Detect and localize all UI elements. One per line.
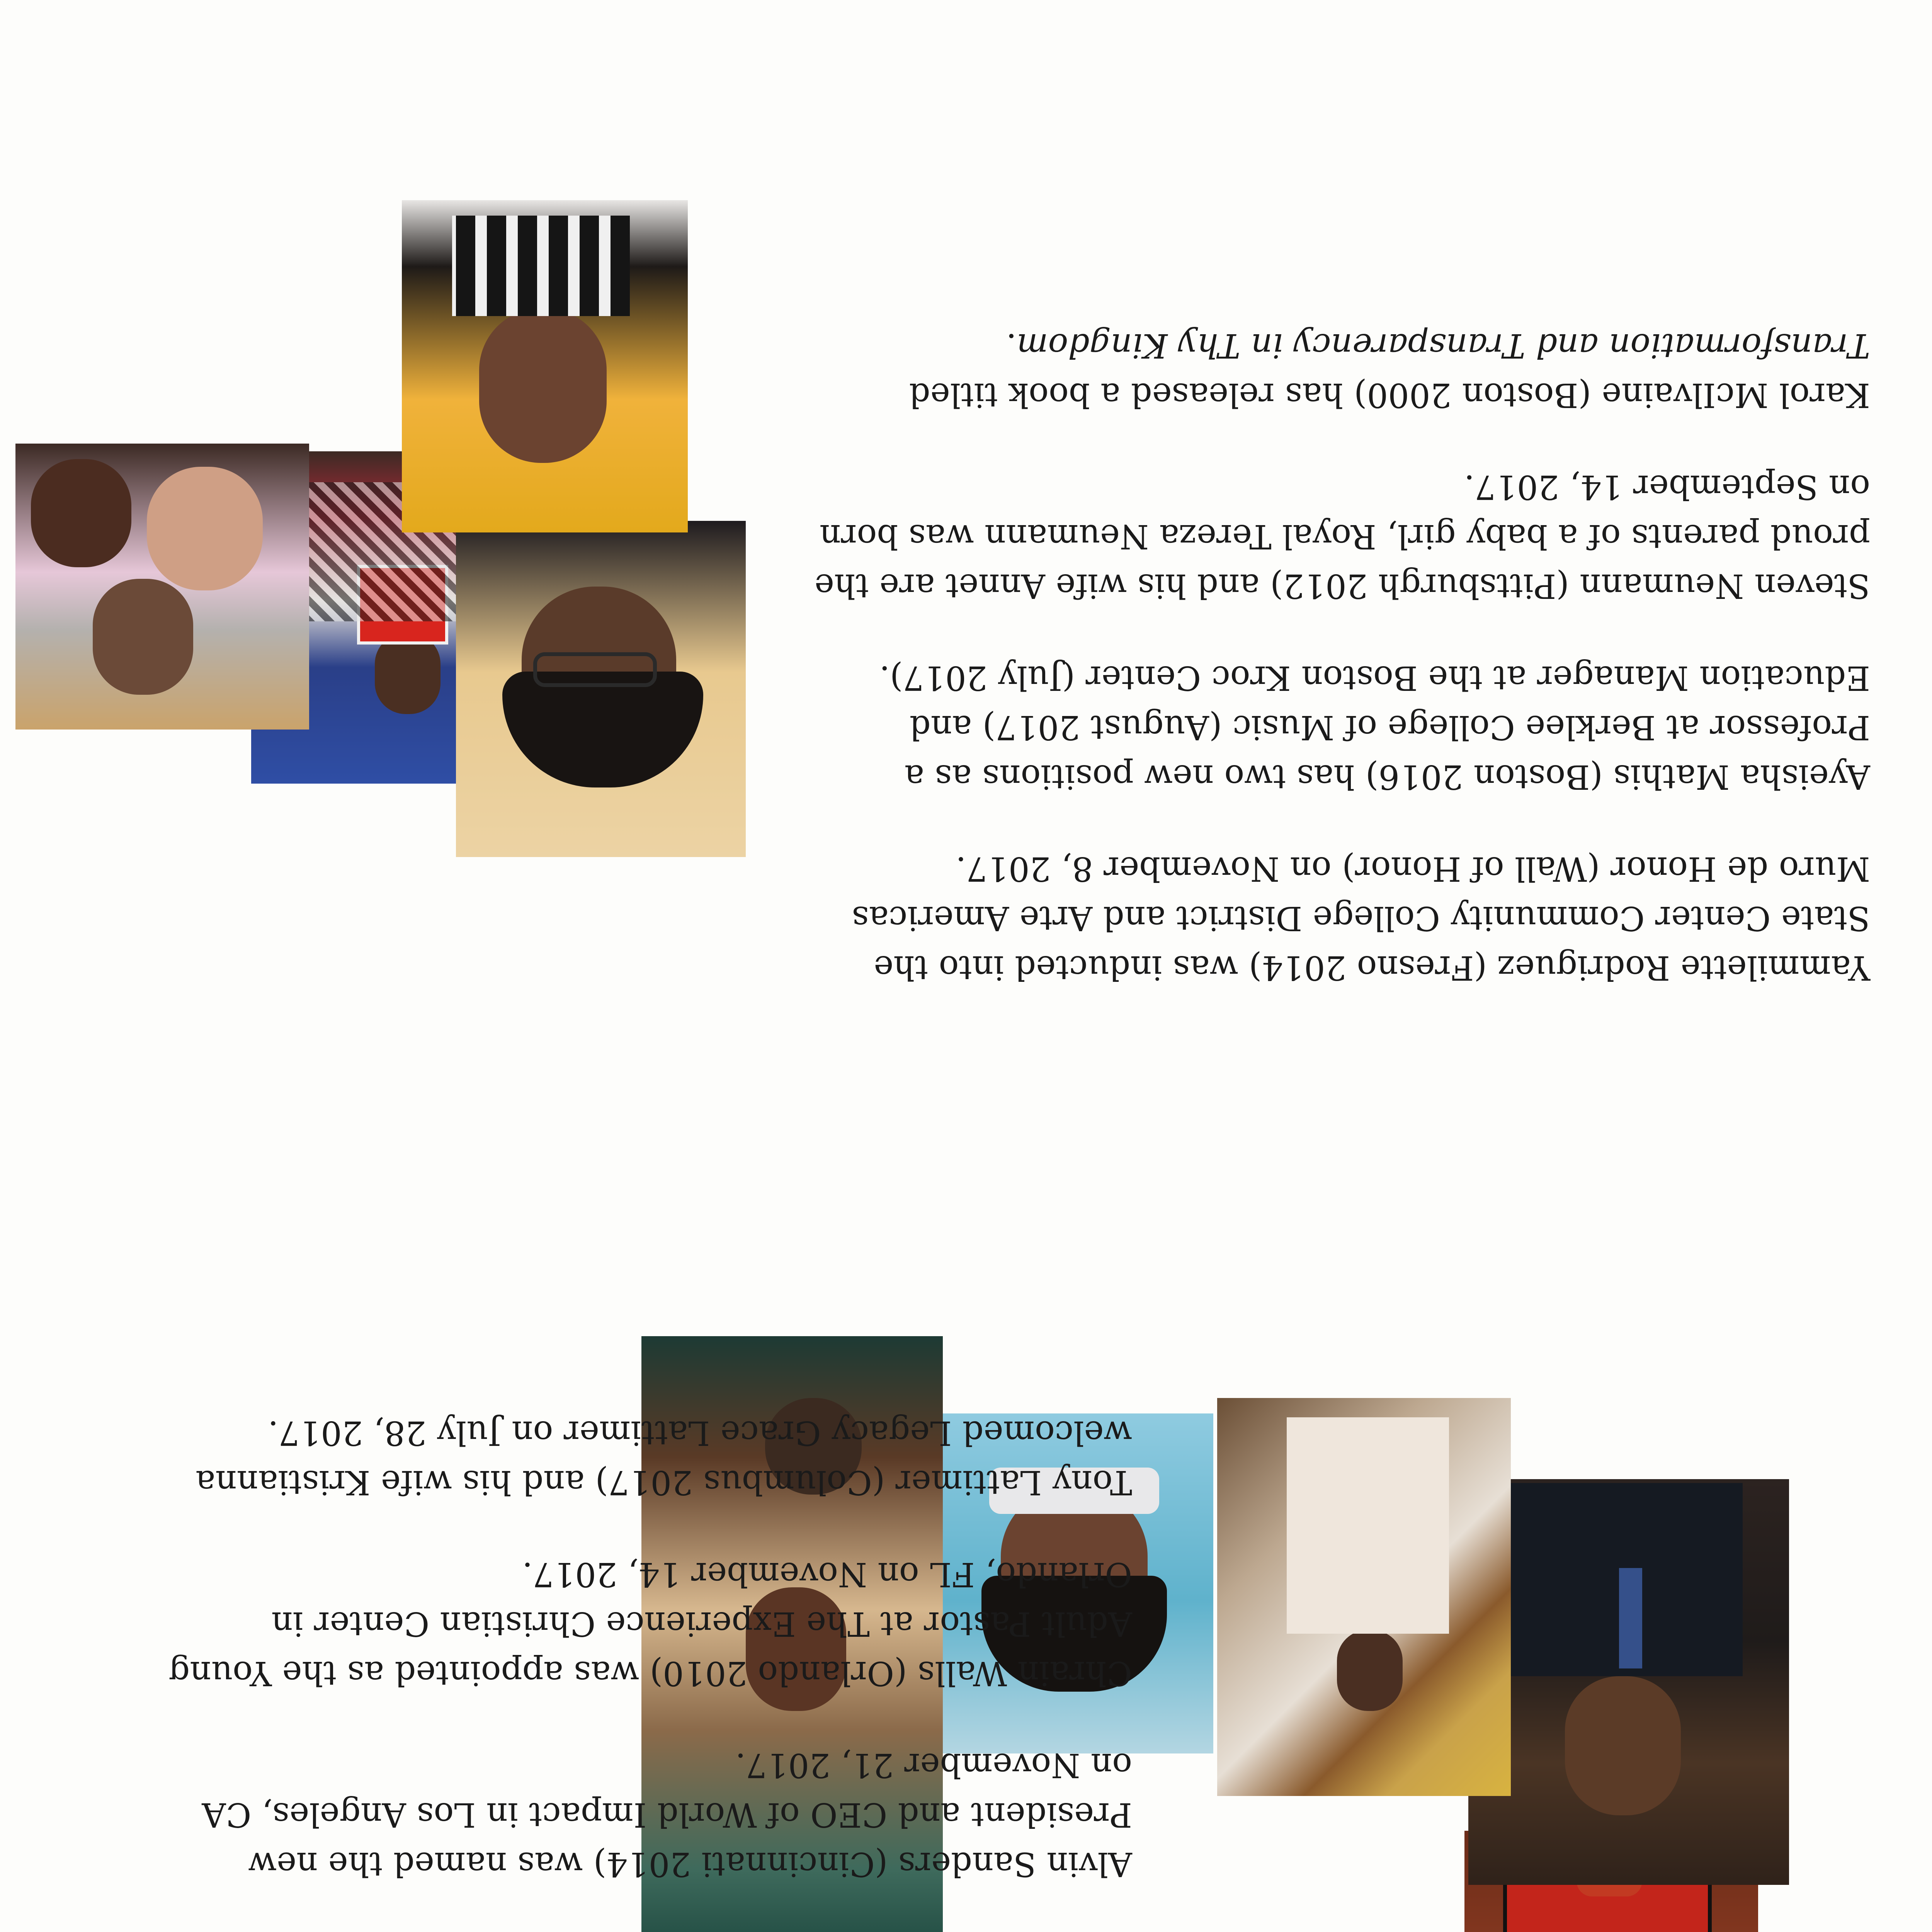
alumni-update: Yammilette Rodriguez (Fresno 2014) was inducted into the State Center Community College District and Arte Americas Muro de Honor (Wall of Honor) on November 8, 2017. <box>852 849 1870 987</box>
alumni-update: Steven Neumann (Pittsburgh 2012) and his wife Annet are the proud parents of a baby girl, Royal Tereza Neumann was born on September 14, 2017. <box>814 468 1870 605</box>
smiling-woman-photo <box>402 200 688 532</box>
alumni-update: Chrain Walls (Orlando 2010) was appointed as the Young Adult Pastor at The Experience Christian Center in Orlando, FL on November 14, 2017. <box>168 1555 1132 1692</box>
alumni-updates-right-column <box>804 278 1870 992</box>
alumni-update: Alvin Sanders (Cincinnati 2014) was named the new President and CEO of World Impact in Los Angeles, CA on November 21, 2017. <box>202 1746 1132 1883</box>
alumni-update: Tony Lattimer (Columbus 2017) and his wife Kristianna welcomed Legacy Grace Lattimer on July 28, 2017. <box>196 1413 1132 1502</box>
alumni-update: Ayeisha Mathis (Boston 2016) has two new positions as a Professor at Berklee College of Music (August 2017) and Education Manager at the Boston Kroc Center (July 2017). <box>879 658 1870 796</box>
couple-wedding-photo <box>1217 1398 1511 1796</box>
alumni-updates-left-column <box>166 1366 1132 1932</box>
book-entry-suffix: . <box>1006 326 1017 365</box>
alumni-update-book <box>804 321 1870 420</box>
book-entry-prefix: Karol McIlvaine (Boston 2000) has released a book titled <box>909 376 1870 414</box>
woman-with-glasses-photo <box>456 521 746 857</box>
group-selfie-photo <box>15 444 309 730</box>
book-title: Transformation and Transparency in Thy Kingdom <box>1017 326 1870 365</box>
man-in-suit-photo <box>1468 1479 1789 1885</box>
